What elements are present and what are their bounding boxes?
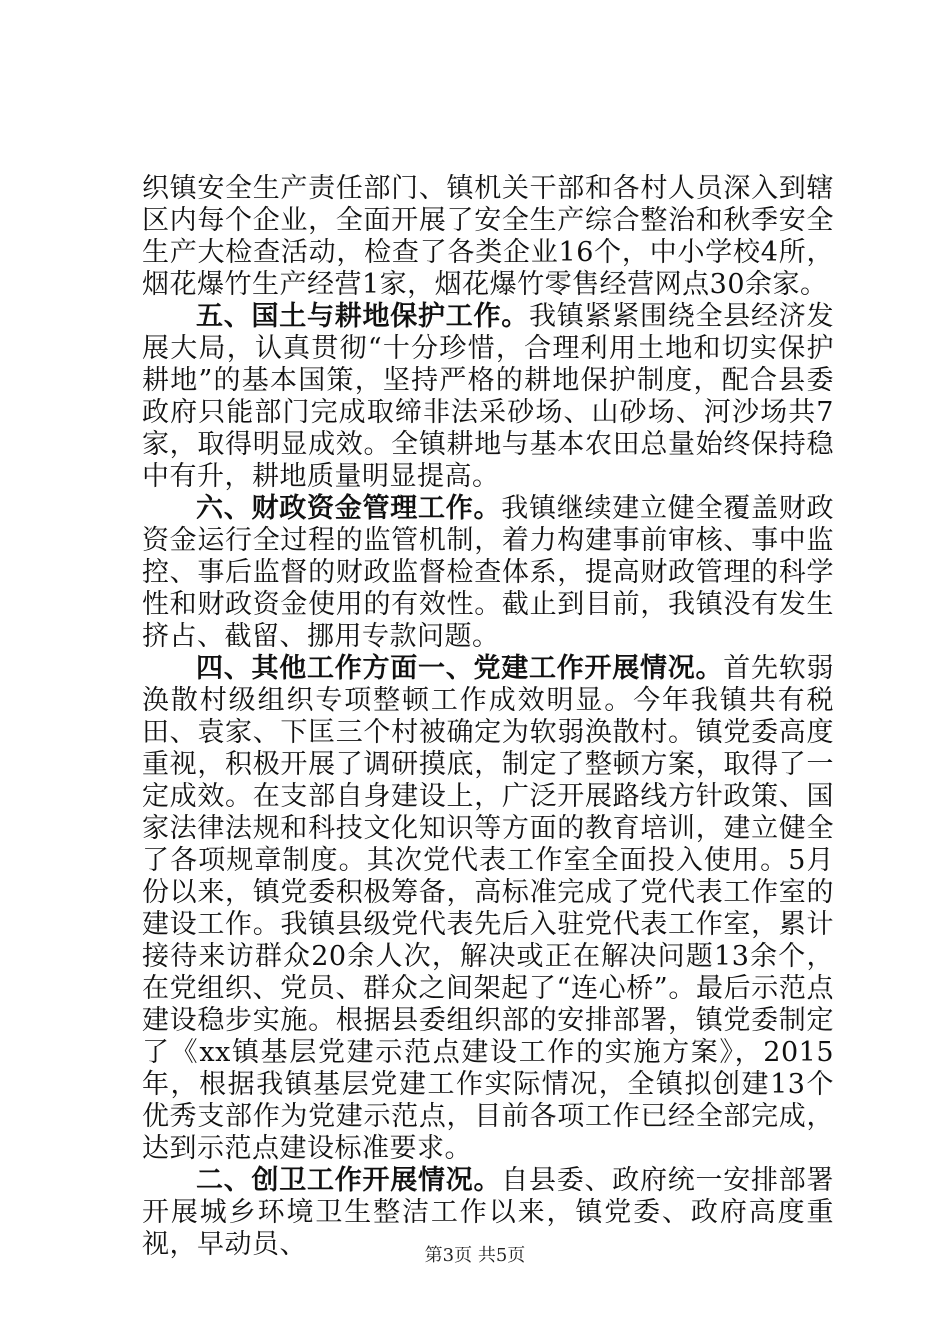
paragraph-text: 自县委、政府统一安排部署开展城乡环境卫生整洁工作以来，镇党委、政府高度重视，早动员、: [142, 1165, 834, 1260]
section-heading: 六、财政资金管理工作。: [196, 493, 502, 524]
paragraph-continuation: [142, 173, 834, 301]
page-number: 第3页 共5页: [424, 1245, 526, 1266]
section-heading: 二、创卫工作开展情况。: [196, 1165, 502, 1196]
paragraph-finance-management: [142, 493, 834, 653]
section-heading: 五、国土与耕地保护工作。: [196, 301, 529, 332]
paragraph-text: 织镇安全生产责任部门、镇机关干部和各村人员深入到辖区内每个企业，全面开展了安全生产综合整治和秋季安全生产大检查活动，检查了各类企业16个，中小学校4所，烟花爆竹生产经营1家，烟花爆竹零售经营网点30余家。: [142, 173, 834, 300]
paragraph-land-protection: [142, 301, 834, 493]
paragraph-text: 首先软弱涣散村级组织专项整顿工作成效明显。今年我镇共有税田、袁家、下匡三个村被确定为软弱涣散村。镇党委高度重视，积极开展了调研摸底，制定了整顿方案，取得了一定成效。在支部自身建设上，广泛开展路线方针政策、国家法律法规和科技文化知识等方面的教育培训，建立健全了各项规章制度。其次党代表工作室全面投入使用。5月份以来，镇党委积极筹备，高标准完成了党代表工作室的建设工作。我镇县级党代表先后入驻党代表工作室，累计接待来访群众20余人次，解决或正在解决问题13余个，在党组织、党员、群众之间架起了“连心桥”。最后示范点建设稳步实施。根据县委组织部的安排部署，镇党委制定了《xx镇基层党建示范点建设工作的实施方案》，2015年，根据我镇基层党建工作实际情况，全镇拟创建13个优秀支部作为党建示范点，目前各项工作已经全部完成，达到示范点建设标准要求。: [142, 653, 834, 1164]
section-heading: 四、其他工作方面一、党建工作开展情况。: [196, 653, 724, 684]
paragraph-text: 我镇紧紧围绕全县经济发展大局，认真贯彻“十分珍惜，合理利用土地和切实保护耕地”的基本国策，坚持严格的耕地保护制度，配合县委政府只能部门完成取缔非法采砂场、山砂场、河沙场共7家，取得明显成效。全镇耕地与基本农田总量始终保持稳中有升，耕地质量明显提高。: [142, 301, 834, 492]
paragraph-party-building: [142, 653, 834, 1165]
page-footer: [0, 1241, 950, 1267]
paragraph-text: 我镇继续建立健全覆盖财政资金运行全过程的监管机制，着力构建事前审核、事中监控、事后监督的财政监督检查体系，提高财政管理的科学性和财政资金使用的有效性。截止到目前，我镇没有发生挤占、截留、挪用专款问题。: [142, 493, 834, 652]
document-body: [142, 173, 834, 1261]
